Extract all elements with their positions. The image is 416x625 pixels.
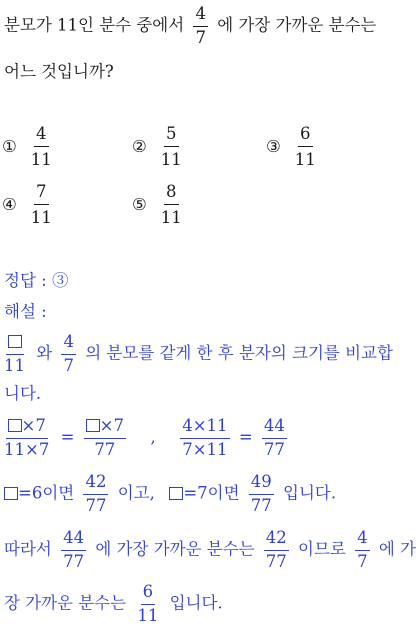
option-marker: ⑤ (132, 195, 147, 214)
option-3 (266, 124, 322, 169)
fraction-box-x7-77: $\frac{\times 7}{77}$ (84, 418, 126, 458)
question-text-a: 분모가 11인 분수 중에서 (4, 15, 185, 35)
option-5 (132, 182, 188, 227)
fraction-4-7: $\frac{4}{7}$ (63, 332, 74, 375)
option-fraction: $\frac{4}{11}$ (30, 124, 52, 169)
fraction-42-77: $\frac{42}{77}$ (265, 528, 287, 571)
option-fraction: $\frac{6}{11}$ (294, 124, 316, 169)
fraction-4-7: $\frac{4}{7}$ (357, 528, 368, 571)
blank-box-icon (4, 487, 18, 500)
option-2 (132, 124, 188, 169)
option-marker: ④ (2, 195, 17, 214)
question-text-c: 어느 것입니까? (4, 62, 114, 81)
question-line-1 (4, 6, 376, 46)
blank-box-icon (169, 487, 183, 500)
fraction-42-77: $\frac{42}{77}$ (85, 472, 107, 515)
fraction-box-x7: $\frac{\times 7}{11\times 7}$ (4, 416, 50, 459)
option-marker: ② (132, 137, 147, 156)
blank-box-icon (8, 335, 22, 348)
blank-box-icon (86, 419, 100, 432)
explanation-line-6: 장 가까운 분수는 $\frac{6}{11}$ 입니다. (4, 582, 223, 625)
fraction-49-77: $\frac{49}{77}$ (250, 472, 272, 515)
explanation-line-3: $\frac{\times 7}{11\times 7}$ = $\frac{\times 7}{77}$ , $\frac{4\times 11}{7\times 11}$ = $\frac{44}{77}$ (4, 416, 285, 459)
given-fraction-numerator: 4 (193, 6, 208, 27)
explanation-line-1: 11 와 $\frac{4}{7}$ 의 분모를 같게 한 후 분자의 크기를 비교합 (4, 332, 393, 375)
option-fraction: $\frac{8}{11}$ (160, 182, 182, 227)
box-fraction: 11 (2, 334, 27, 374)
option-1 (2, 124, 58, 169)
option-fraction: $\frac{7}{11}$ (30, 182, 52, 227)
question-text-b: 에 가장 가까운 분수는 (217, 15, 377, 35)
blank-box-icon (8, 419, 22, 432)
fraction-44-77: $\frac{44}{77}$ (63, 528, 85, 571)
fraction-4x11: $\frac{4\times 11}{7\times 11}$ (182, 416, 228, 459)
option-marker: ③ (266, 137, 281, 156)
fraction-6-11: $\frac{6}{11}$ (137, 582, 159, 625)
answer-value: ③ (51, 271, 69, 290)
option-marker: ① (2, 137, 17, 156)
explanation-line-5: 따라서 $\frac{44}{77}$ 에 가장 가까운 분수는 $\frac{42}{77}$ 이므로 $\frac{4}{7}$ 에 가 (4, 528, 416, 571)
option-fraction: $\frac{5}{11}$ (160, 124, 182, 169)
answer-label: 정답 : (4, 271, 47, 290)
question-line-2 (4, 64, 114, 81)
option-4 (2, 182, 58, 227)
answer-line (4, 273, 68, 290)
fraction-44-77: $\frac{44}{77}$ (263, 416, 285, 459)
explanation-line-2: 니다. (4, 384, 42, 403)
explanation-line-4: =6이면 $\frac{42}{77}$ 이고, =7이면 $\frac{49}{77}$ 입니다. (4, 474, 336, 514)
given-fraction-denominator: 7 (195, 27, 206, 47)
given-fraction (193, 6, 208, 46)
explanation-label: 해설 : (4, 302, 47, 321)
